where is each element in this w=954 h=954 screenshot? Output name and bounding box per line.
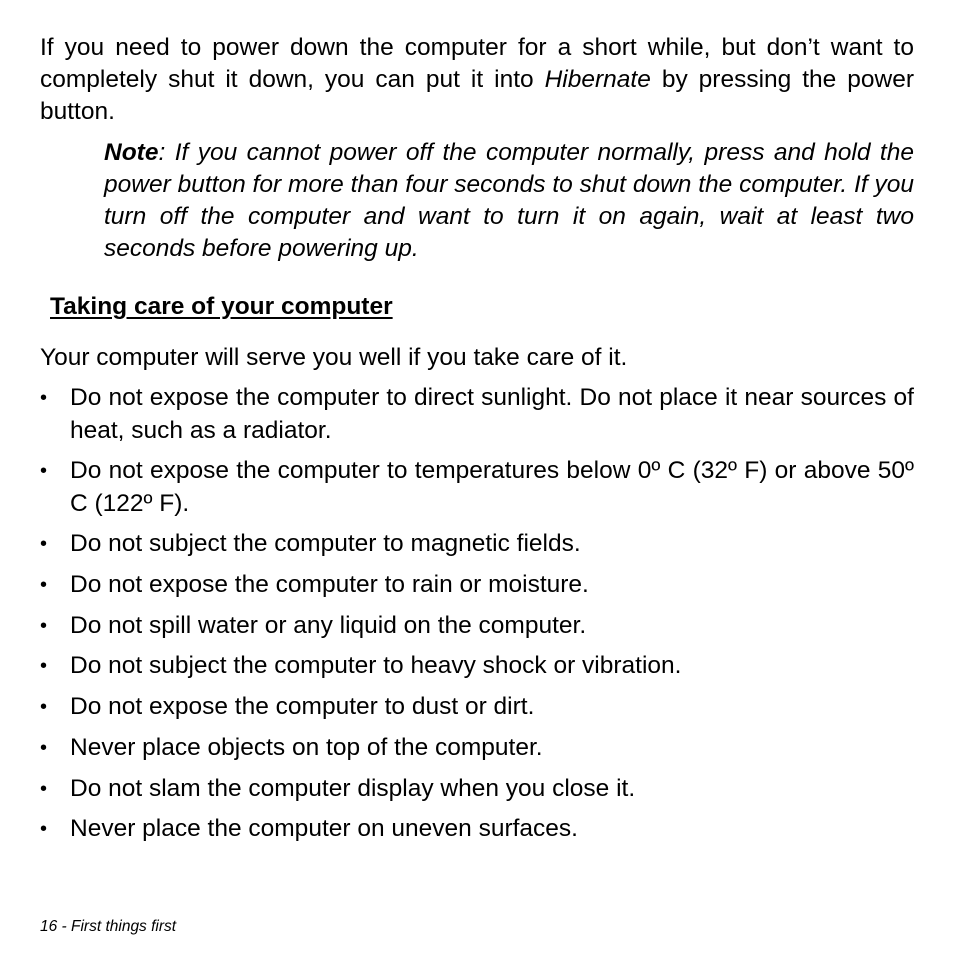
- list-item-text: Do not subject the computer to magnetic fields.: [70, 530, 581, 558]
- bullet-icon: •: [40, 696, 48, 719]
- intro-text-after: by pressing the power button.: [40, 66, 914, 125]
- list-item-text: Do not expose the computer to temperatures below 0º C (32º F) or above 50º C (122º F).: [70, 457, 914, 517]
- list-item-text: Do not subject the computer to heavy shock or vibration.: [70, 652, 682, 680]
- list-item: [40, 528, 914, 561]
- list-item-text: Do not slam the computer display when you close it.: [70, 774, 636, 802]
- list-item-text: Do not spill water or any liquid on the computer.: [70, 611, 587, 639]
- list-item: [40, 732, 914, 765]
- list-item: [40, 691, 914, 724]
- list-item: [40, 773, 914, 806]
- list-item-text: Do not expose the computer to direct sunlight. Do not place it near sources of heat, such as a radiator.: [70, 384, 914, 444]
- section-lead: Your computer will serve you well if you take care of it.: [40, 344, 628, 371]
- list-item: [40, 610, 914, 643]
- note-paragraph: [104, 137, 914, 265]
- bullet-icon: •: [40, 460, 48, 483]
- list-item: [40, 813, 914, 846]
- list-item: [40, 455, 914, 520]
- list-item-text: Do not expose the computer to dust or dirt.: [70, 693, 535, 721]
- section-heading: Taking care of your computer: [50, 293, 393, 320]
- bullet-icon: •: [40, 736, 48, 759]
- bullet-icon: •: [40, 574, 48, 597]
- list-item-text: Do not expose the computer to rain or moisture.: [70, 571, 589, 599]
- list-item: [40, 382, 914, 447]
- care-bullet-list: [40, 382, 914, 854]
- intro-text-before: If you need to power down the computer for a short while, but don’t want to completely shut it down, you can put it into: [40, 34, 914, 93]
- list-item: [40, 650, 914, 683]
- bullet-icon: •: [40, 655, 48, 678]
- bullet-icon: •: [40, 614, 48, 637]
- note-text: : If you cannot power off the computer normally, press and hold the power button for more than four seconds to shut down the computer. If you turn off the computer and want to turn it on again, wait at least two seconds before powering up.: [104, 139, 914, 262]
- list-item: [40, 569, 914, 602]
- page-footer: 16 - First things first: [40, 918, 177, 935]
- document-page: [40, 0, 914, 954]
- list-item-text: Never place the computer on uneven surfaces.: [70, 815, 578, 843]
- bullet-icon: •: [40, 818, 48, 841]
- bullet-icon: •: [40, 777, 48, 800]
- note-label: Note: [104, 139, 159, 166]
- bullet-icon: •: [40, 533, 48, 556]
- list-item-text: Never place objects on top of the computer.: [70, 733, 543, 761]
- hibernate-term: Hibernate: [544, 66, 651, 93]
- bullet-icon: •: [40, 387, 48, 409]
- intro-paragraph: [40, 32, 914, 128]
